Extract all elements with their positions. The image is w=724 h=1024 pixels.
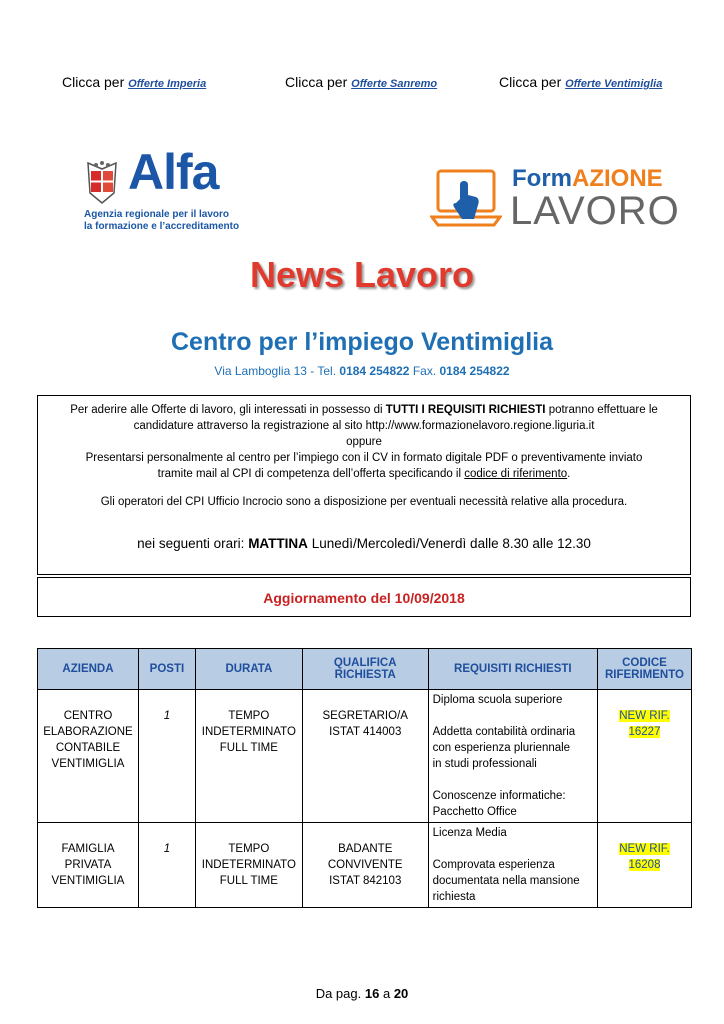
info-box <box>37 395 691 575</box>
azienda-line: CENTRO <box>63 710 113 722</box>
hours-label: nei seguenti orari: <box>137 536 245 551</box>
cell-azienda <box>38 690 139 823</box>
cell-azienda <box>38 823 139 908</box>
codice-value: 16227 <box>628 726 661 738</box>
azienda-line: FAMIGLIA <box>61 843 115 855</box>
update-box: Aggiornamento del 10/09/2018 <box>37 577 691 617</box>
info-line-6: Gli operatori del CPI Ufficio Incrocio sono a disposizione per eventuali necessità relative alla procedura. <box>100 496 628 508</box>
cell-posti <box>138 823 195 908</box>
offerte-imperia-link[interactable]: Offerte Imperia <box>128 78 207 90</box>
info-text: potranno effettuare le <box>548 404 658 416</box>
azienda-line: ELABORAZIONE <box>43 726 133 738</box>
qualifica-line: BADANTE <box>338 843 393 855</box>
table-header-row <box>38 649 692 690</box>
info-line-3: oppure <box>346 436 382 448</box>
hours-line <box>38 536 690 552</box>
col-header-azienda: AZIENDA <box>38 649 139 690</box>
pager-to: 20 <box>393 986 409 1001</box>
qualifica-line: SEGRETARIO/A <box>322 710 408 722</box>
col-header-codice: CODICE RIFERIMENTO <box>598 649 692 690</box>
link-group-sanremo <box>285 74 437 90</box>
requisito-line: Pacchetto Office <box>432 806 517 818</box>
formazione-lavoro-logo <box>430 165 680 235</box>
requisito-line: Conoscenze informatiche: <box>432 790 566 802</box>
offerte-ventimiglia-link[interactable]: Offerte Ventimiglia <box>565 78 663 90</box>
azienda-line: VENTIMIGLIA <box>51 758 125 770</box>
info-line-1 <box>38 402 690 418</box>
codice-value: 16208 <box>628 859 661 871</box>
qualifica-line: CONVIVENTE <box>327 859 403 871</box>
requisito-line: Addetta contabilità ordinaria <box>432 726 576 738</box>
posti-value: 1 <box>163 843 171 855</box>
requisito-line: in studi professionali <box>432 758 537 770</box>
info-text: . <box>567 468 571 480</box>
qualifica-line: ISTAT 414003 <box>329 726 402 738</box>
page-range <box>0 986 724 1001</box>
cell-qualifica <box>302 690 428 823</box>
table-row <box>38 690 692 823</box>
hours-text: Lunedì/Mercoledì/Venerdì dalle 8.30 alle 12.30 <box>311 536 591 551</box>
laptop-touch-icon <box>430 169 502 235</box>
info-text: tramite mail al CPI di competenza dell’offerta specificando il <box>157 468 462 480</box>
col-header-requisiti: REQUISITI RICHIESTI <box>428 649 597 690</box>
azienda-line: CONTABILE <box>55 742 121 754</box>
pager-from: 16 <box>364 986 380 1001</box>
cell-codice <box>598 823 692 908</box>
requisito-line: documentata nella mansione <box>432 875 580 887</box>
info-line-4: Presentarsi personalmente al centro per l’impiego con il CV in formato digitale PDF o preventivamente inviato <box>85 452 643 464</box>
table-row <box>38 823 692 908</box>
alfa-wordmark: Alfa <box>128 144 219 200</box>
tel-number: 0184 254822 <box>339 364 410 378</box>
cell-qualifica <box>302 823 428 908</box>
codice-label: NEW RIF. <box>619 710 670 722</box>
info-line-5 <box>38 466 690 482</box>
azienda-line: PRIVATA <box>64 859 112 871</box>
posti-value: 1 <box>163 710 171 722</box>
pager-text: Da pag. <box>315 986 362 1001</box>
cell-durata <box>195 823 302 908</box>
info-line-2: candidature attraverso la registrazione al sito http://www.formazionelavoro.regione.liguria.it <box>133 420 595 432</box>
cell-codice <box>598 690 692 823</box>
codice-label: NEW RIF. <box>619 843 670 855</box>
link-prefix: Clicca per <box>62 74 125 90</box>
durata-line: TEMPO <box>228 843 270 855</box>
durata-line: FULL TIME <box>219 875 278 887</box>
link-group-imperia <box>62 74 206 90</box>
fax-number: 0184 254822 <box>439 364 510 378</box>
lavoro-wordmark: LAVORO <box>510 189 680 233</box>
col-header-qualifica: QUALIFICA RICHIESTA <box>302 649 428 690</box>
durata-line: TEMPO <box>228 710 270 722</box>
cell-durata <box>195 690 302 823</box>
requisiti-emphasis: TUTTI I REQUISITI RICHIESTI <box>385 404 546 416</box>
qualifica-line: ISTAT 842103 <box>329 875 402 887</box>
alfa-subtitle-line-1: Agenzia regionale per il lavoro <box>84 209 230 220</box>
requisito-line: Comprovata esperienza <box>432 859 555 871</box>
offerte-sanremo-link[interactable]: Offerte Sanremo <box>351 78 438 90</box>
requisito-line: richiesta <box>432 891 476 903</box>
job-table <box>37 648 692 908</box>
requisito-line: Diploma scuola superiore <box>432 694 563 706</box>
fax-label: Fax. <box>412 364 437 378</box>
info-text: Per aderire alle Offerte di lavoro, gli interessati in possesso di <box>70 404 383 416</box>
link-prefix: Clicca per <box>499 74 562 90</box>
pager-text: a <box>382 986 391 1001</box>
codice-riferimento-text: codice di riferimento <box>464 468 568 480</box>
hours-mattina: MATTINA <box>248 536 308 551</box>
alfa-logo <box>82 144 242 237</box>
azienda-line: VENTIMIGLIA <box>51 875 125 887</box>
cell-requisiti <box>428 690 597 823</box>
alfa-subtitle <box>84 209 239 233</box>
cell-posti <box>138 690 195 823</box>
form-text: Form <box>512 165 572 192</box>
cell-requisiti <box>428 823 597 908</box>
offer-links <box>0 74 724 94</box>
link-group-ventimiglia <box>499 74 662 90</box>
durata-line: FULL TIME <box>219 742 278 754</box>
col-header-posti: POSTI <box>138 649 195 690</box>
liguria-crest-icon <box>82 159 122 205</box>
alfa-subtitle-line-2: la formazione e l’accreditamento <box>84 221 240 232</box>
address-line <box>0 364 724 378</box>
page-title: News Lavoro <box>249 254 475 295</box>
link-prefix: Clicca per <box>285 74 348 90</box>
address-text: Via Lamboglia 13 - Tel. <box>214 364 337 378</box>
durata-line: INDETERMINATO <box>201 859 296 871</box>
durata-line: INDETERMINATO <box>201 726 296 738</box>
requisito-line: Licenza Media <box>432 827 507 839</box>
centro-title: Centro per l’impiego Ventimiglia <box>170 328 553 356</box>
requisito-line: con esperienza pluriennale <box>432 742 571 754</box>
col-header-durata: DURATA <box>195 649 302 690</box>
azione-text: AZIONE <box>572 165 663 192</box>
